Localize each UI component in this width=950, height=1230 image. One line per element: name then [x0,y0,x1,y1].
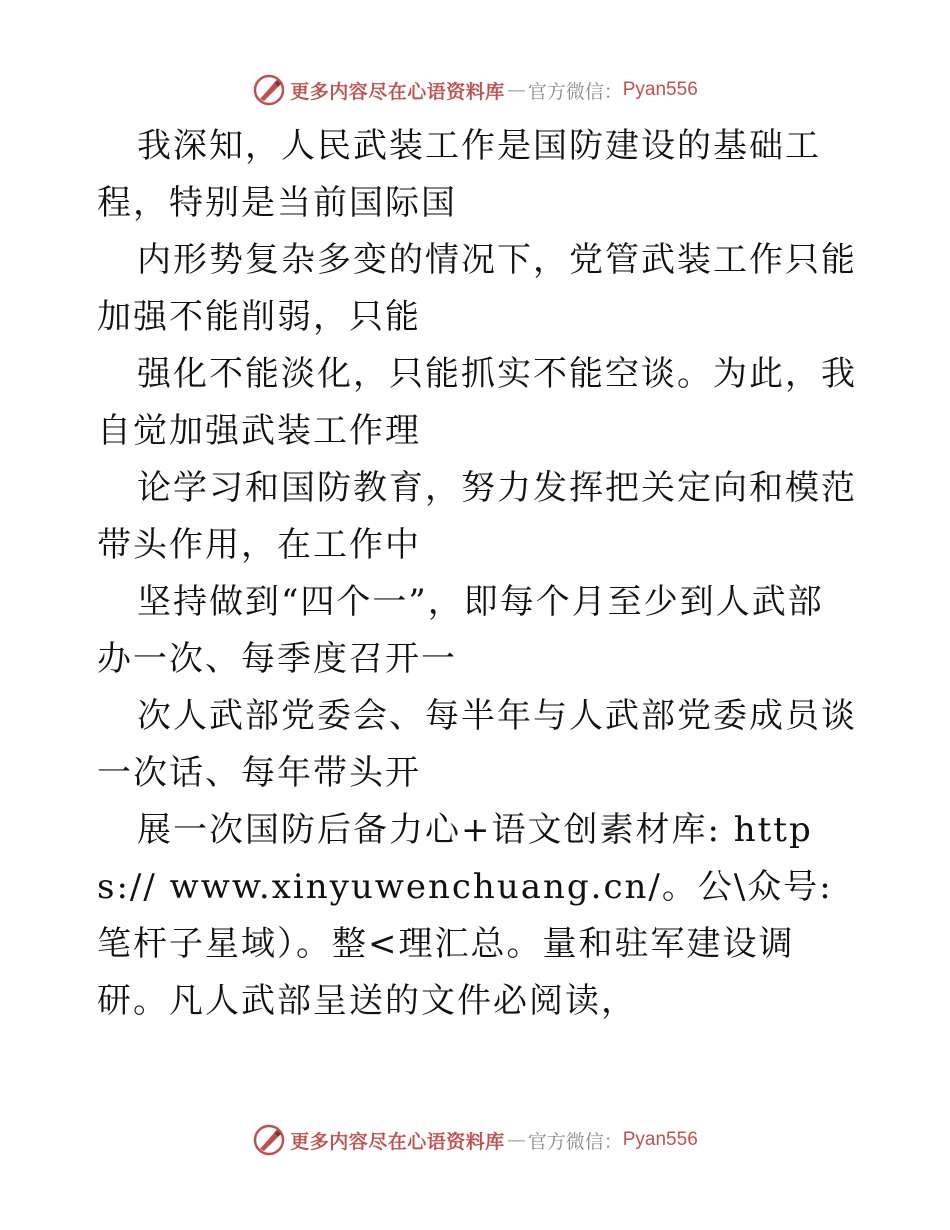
header-banner [0,70,950,110]
footer-brand-text: 更多内容尽在心语资料库 [290,1130,505,1153]
document-body [97,118,857,1030]
paragraph-7: 展一次国防后备力心+语文创素材库: https:// www.xinyuwenchuang.cn/。公\众号: 笔杆子星域）。整<理汇总。量和驻军建设调研。凡人武部呈送的文件必阅读， [97,810,833,1021]
footer-wechat-id: Pyan556 [622,1129,698,1150]
header-wechat-id: Pyan556 [622,79,698,100]
paragraph-1: 我深知，人民武装工作是国防建设的基础工程，特别是当前国际国 [97,126,821,223]
header-brand-text: 更多内容尽在心语资料库 [290,80,505,103]
footer-separator: — [506,1129,526,1151]
header-wechat-label: 官方微信： [527,80,623,103]
header-separator: — [506,79,526,101]
paragraph-4: 论学习和国防教育，努力发挥把关定向和模范带头作用，在工作中 [97,468,857,565]
paragraph-5: 坚持做到“四个一”，即每个月至少到人武部办一次、每季度召开一 [97,582,824,679]
footer-banner [0,1120,950,1160]
pen-logo-icon [252,73,286,107]
paragraph-2: 内形势复杂多变的情况下，党管武装工作只能加强不能削弱，只能 [97,240,857,337]
pen-logo-icon [252,1123,286,1157]
footer-wechat-label: 官方微信： [527,1130,623,1153]
paragraph-3: 强化不能淡化，只能抓实不能空谈。为此，我自觉加强武装工作理 [97,354,857,451]
paragraph-6: 次人武部党委会、每半年与人武部党委成员谈一次话、每年带头开 [97,696,857,793]
